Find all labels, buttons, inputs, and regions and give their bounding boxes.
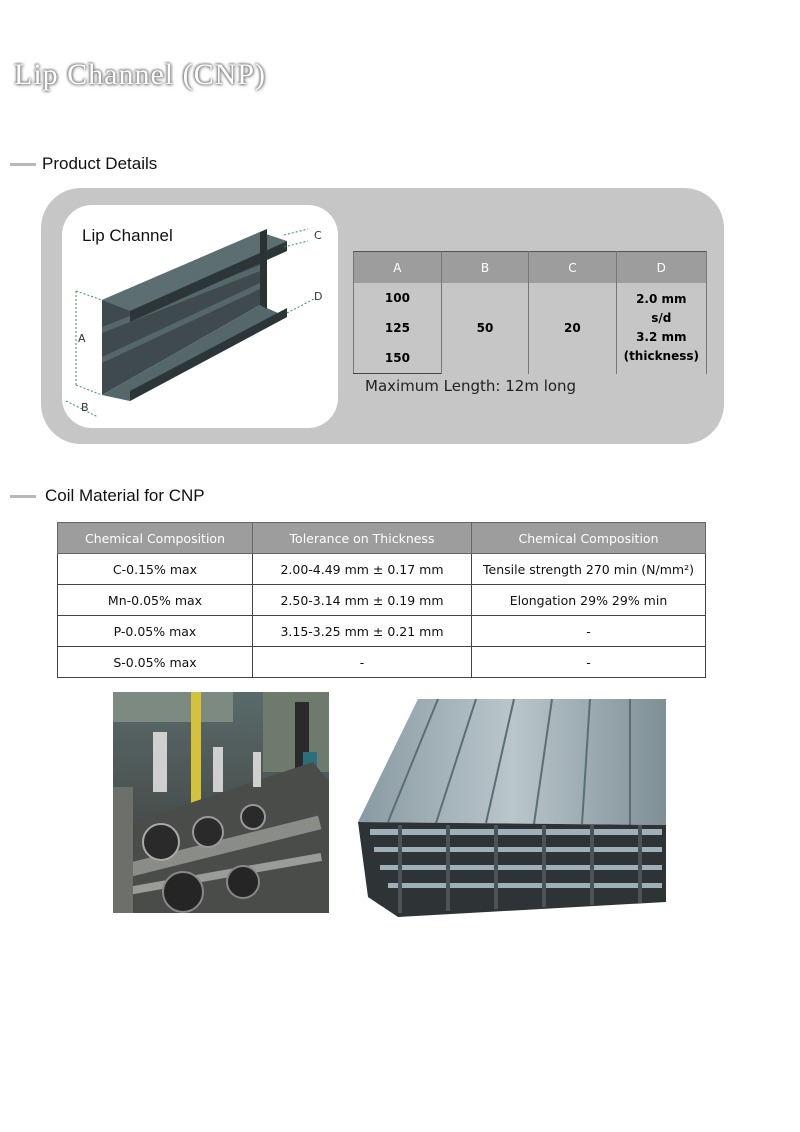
table-row xyxy=(58,647,706,678)
coil-cell: Mn-0.05% max xyxy=(58,585,253,616)
dim-label-d: D xyxy=(314,290,323,303)
dimension-spec-table xyxy=(353,251,707,374)
spec-d-line: 2.0 mm xyxy=(636,292,687,307)
coil-header: Chemical Composition xyxy=(472,523,706,554)
spec-header-b: B xyxy=(441,252,528,284)
coil-cell: 2.50-3.14 mm ± 0.19 mm xyxy=(253,585,472,616)
spec-header-d: D xyxy=(616,252,706,284)
spec-a-value: 150 xyxy=(354,343,442,374)
spec-c-value: 20 xyxy=(529,283,616,374)
coil-material-label: Coil Material for CNP xyxy=(45,486,205,505)
coil-cell: Tensile strength 270 min (N/mm²) xyxy=(472,554,706,585)
table-row xyxy=(58,554,706,585)
dim-label-b: B xyxy=(81,401,89,414)
coil-material-table xyxy=(57,522,706,678)
coil-cell: C-0.15% max xyxy=(58,554,253,585)
coil-cell: - xyxy=(472,647,706,678)
lip-channel-drawing xyxy=(62,205,338,428)
coil-cell: - xyxy=(253,647,472,678)
spec-d-line: s/d xyxy=(651,311,672,326)
spec-d-value xyxy=(616,283,706,374)
coil-cell: P-0.05% max xyxy=(58,616,253,647)
spec-header-a: A xyxy=(354,252,442,284)
coil-cell: - xyxy=(472,616,706,647)
coil-cell: 3.15-3.25 mm ± 0.21 mm xyxy=(253,616,472,647)
max-length-note: Maximum Length: 12m long xyxy=(365,377,577,395)
spec-header-c: C xyxy=(529,252,616,284)
spec-d-line: 3.2 mm xyxy=(636,330,687,345)
spec-a-value: 125 xyxy=(354,313,442,343)
spec-b-value: 50 xyxy=(441,283,528,374)
coil-cell: S-0.05% max xyxy=(58,647,253,678)
heading-dash xyxy=(10,495,36,498)
dim-label-a: A xyxy=(78,332,86,345)
coil-cell: Elongation 29% 29% min xyxy=(472,585,706,616)
dim-label-c: C xyxy=(314,229,322,242)
table-row xyxy=(58,585,706,616)
lip-channel-diagram xyxy=(62,205,338,428)
coil-material-heading xyxy=(10,486,205,506)
table-row xyxy=(58,616,706,647)
diagram-title: Lip Channel xyxy=(82,226,173,245)
stacked-lip-channels-photo xyxy=(358,697,666,917)
coil-cell: 2.00-4.49 mm ± 0.17 mm xyxy=(253,554,472,585)
coil-header: Tolerance on Thickness xyxy=(253,523,472,554)
coil-header-row xyxy=(58,523,706,554)
product-details-heading xyxy=(10,154,157,174)
spec-row xyxy=(354,283,707,313)
heading-dash xyxy=(10,163,36,166)
spec-a-value: 100 xyxy=(354,283,442,313)
spec-d-line: (thickness) xyxy=(623,349,699,364)
coil-header: Chemical Composition xyxy=(58,523,253,554)
product-details-label: Product Details xyxy=(42,154,158,173)
roll-forming-machine-photo xyxy=(113,692,329,913)
spec-header-row xyxy=(354,252,707,284)
page-title: Lip Channel (CNP) xyxy=(14,58,266,91)
